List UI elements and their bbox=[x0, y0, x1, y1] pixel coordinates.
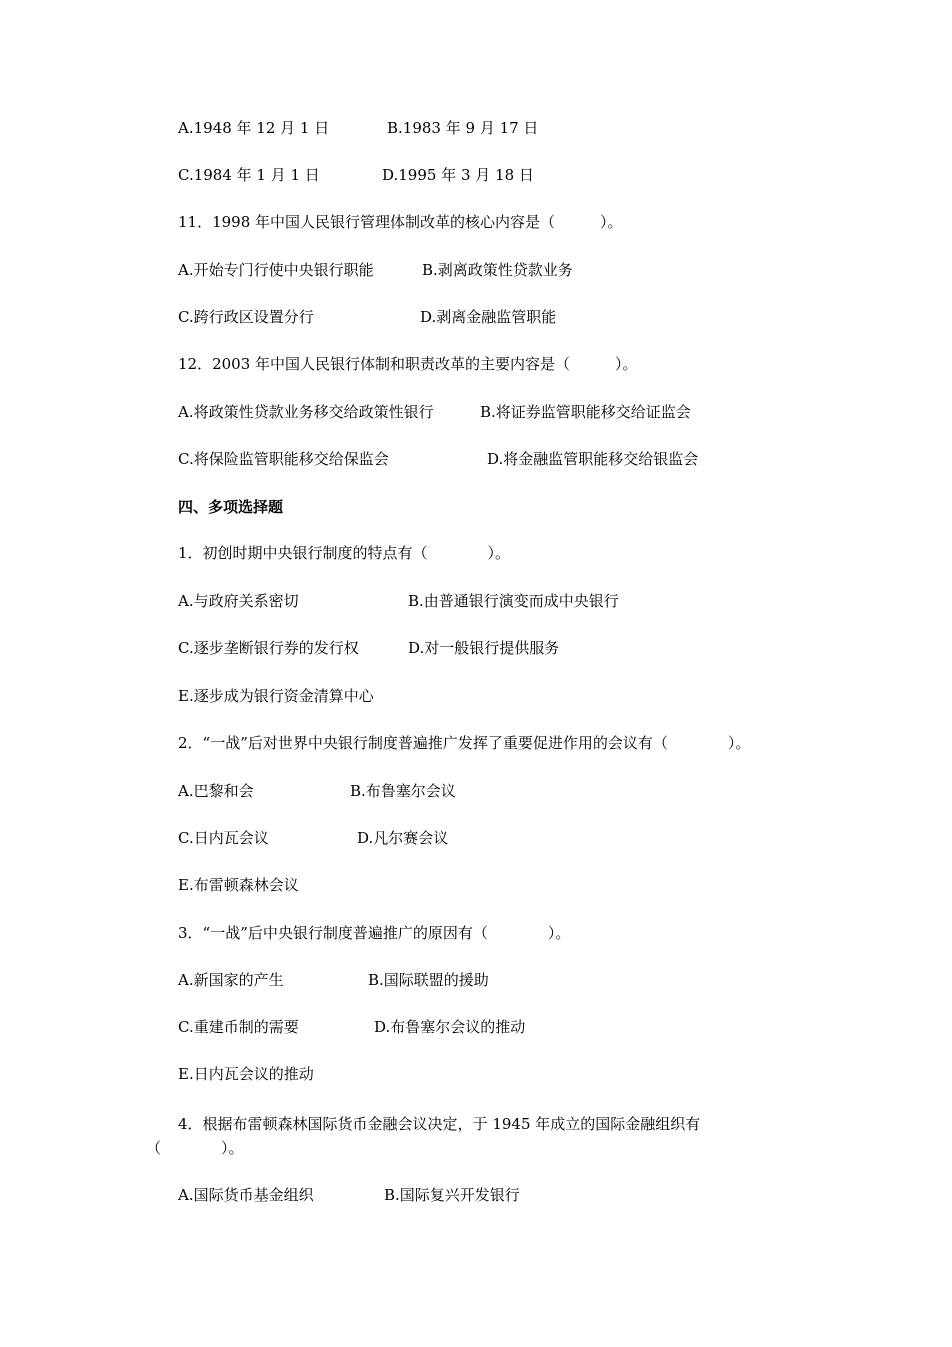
section-title: 四、多项选择题 bbox=[178, 498, 284, 516]
option-a: A.1948 年 12 月 1 日 bbox=[178, 119, 330, 137]
option-d: D.对一般银行提供服务 bbox=[408, 639, 560, 657]
option-b: B.布鲁塞尔会议 bbox=[350, 782, 456, 800]
option-b: B.国际联盟的援助 bbox=[368, 971, 489, 989]
question-stem: 1．初创时期中央银行制度的特点有（ ）。 bbox=[178, 544, 511, 562]
option-c: C.1984 年 1 月 1 日 bbox=[178, 166, 320, 184]
option-d: D.1995 年 3 月 18 日 bbox=[382, 166, 534, 184]
option-e: E.日内瓦会议的推动 bbox=[178, 1065, 314, 1083]
option-a: A.开始专门行使中央银行职能 bbox=[178, 261, 374, 279]
option-d: D.布鲁塞尔会议的推动 bbox=[374, 1018, 526, 1036]
option-d: D.将金融监管职能移交给银监会 bbox=[487, 450, 699, 468]
option-b: B.由普通银行演变而成中央银行 bbox=[408, 592, 619, 610]
option-c: C.逐步垄断银行券的发行权 bbox=[178, 639, 359, 657]
option-b: B.将证券监管职能移交给证监会 bbox=[480, 403, 691, 421]
option-b: B.1983 年 9 月 17 日 bbox=[387, 119, 539, 137]
option-e: E.逐步成为银行资金清算中心 bbox=[178, 687, 374, 705]
option-a: A.新国家的产生 bbox=[178, 971, 284, 989]
option-a: A.国际货币基金组织 bbox=[178, 1186, 314, 1204]
option-a: A.巴黎和会 bbox=[178, 782, 254, 800]
option-c: C.将保险监管职能移交给保监会 bbox=[178, 450, 389, 468]
option-c: C.日内瓦会议 bbox=[178, 829, 269, 847]
option-e: E.布雷顿森林会议 bbox=[178, 876, 299, 894]
question-stem: 12．2003 年中国人民银行体制和职责改革的主要内容是（ ）。 bbox=[178, 355, 638, 373]
option-row bbox=[178, 1185, 520, 1265]
question-stem: 2．“一战”后对世界中央银行制度普遍推广发挥了重要促进作用的会议有（ ）。 bbox=[178, 734, 751, 752]
option-a: A.与政府关系密切 bbox=[178, 592, 299, 610]
option-a: A.将政策性贷款业务移交给政策性银行 bbox=[178, 403, 434, 421]
question-stem-continuation: （ ）。 bbox=[146, 1139, 244, 1157]
question-stem: 11．1998 年中国人民银行管理体制改革的核心内容是（ ）。 bbox=[178, 213, 623, 231]
question-stem: 4．根据布雷顿森林国际货币金融会议决定，于 1945 年成立的国际金融组织有 bbox=[178, 1115, 701, 1133]
option-c: C.跨行政区设置分行 bbox=[178, 308, 314, 326]
option-c: C.重建币制的需要 bbox=[178, 1018, 299, 1036]
option-d: D.凡尔赛会议 bbox=[357, 829, 449, 847]
option-b: B.国际复兴开发银行 bbox=[384, 1186, 520, 1204]
option-b: B.剥离政策性贷款业务 bbox=[422, 261, 573, 279]
question-stem: 3．“一战”后中央银行制度普遍推广的原因有（ ）。 bbox=[178, 924, 571, 942]
option-d: D.剥离金融监管职能 bbox=[420, 308, 557, 326]
